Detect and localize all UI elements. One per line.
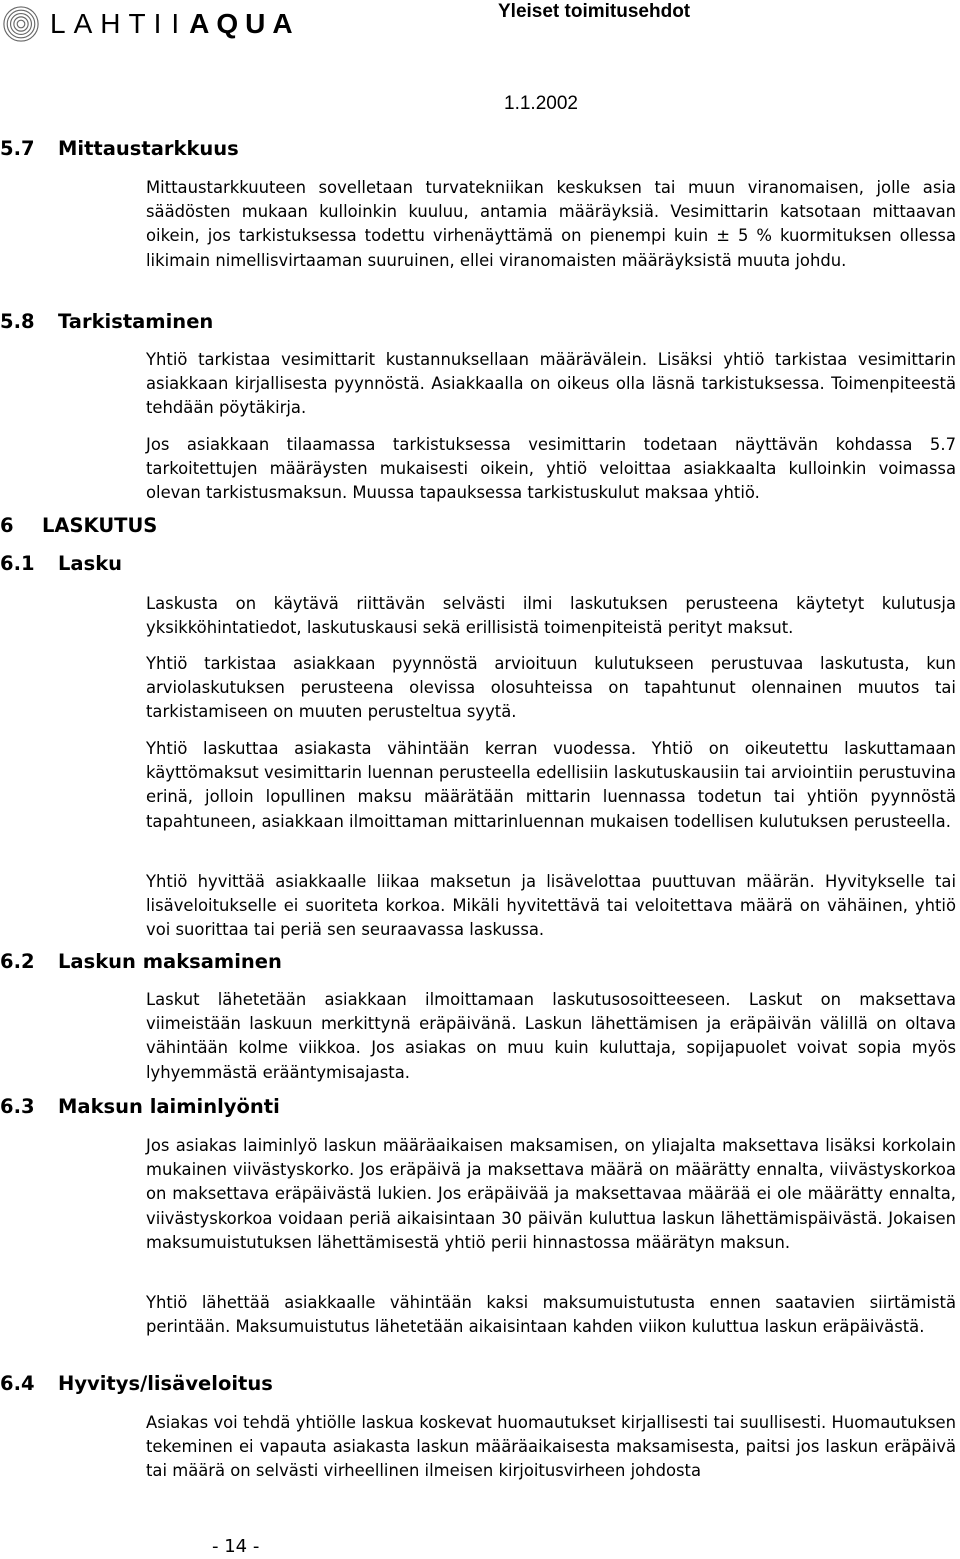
section-heading-6-3	[0, 1095, 280, 1119]
section-title: Laskun maksaminen	[58, 950, 282, 973]
section-title: Tarkistaminen	[58, 310, 214, 333]
section-heading-6-2	[0, 950, 282, 974]
lahti-aqua-logo	[2, 4, 300, 44]
water-ring-icon	[2, 5, 40, 43]
document-title: Yleiset toimitusehdot	[498, 1, 691, 22]
section-heading-5-7	[0, 137, 239, 161]
paragraph-tarkistaminen-1: Yhtiö tarkistaa vesimittarit kustannuksellaan määrävälein. Lisäksi yhtiö tarkistaa vesimittarin asiakkaan kirjallisesta pyynnöstä. Asiakkaalla on oikeus olla läsnä tarkistuksessa. Toimenpiteestä tehdään pöytäkirja.	[146, 350, 956, 418]
chapter-heading-6	[0, 514, 157, 538]
section-heading-5-8	[0, 310, 213, 334]
section-number: 6.1	[0, 552, 35, 575]
paragraph-lasku-4: Yhtiö hyvittää asiakkaalle liikaa maksetun ja lisävelottaa puuttuvan määrän. Hyvitykselle tai lisäveloitukselle ei suoriteta korkoa. Mikäli hyvitettävä tai veloitettava määrä on vähäinen, yhtiö voi suorittaa tai periä sen seuraavassa laskussa.	[146, 872, 956, 940]
page-number: - 14 -	[212, 1536, 260, 1557]
section-number: 5.8	[0, 310, 35, 333]
section-title: Lasku	[58, 552, 123, 575]
section-title: Mittaustarkkuus	[58, 137, 239, 160]
section-number: 5.7	[0, 137, 35, 160]
paragraph-lasku-3: Yhtiö laskuttaa asiakasta vähintään kerran vuodessa. Yhtiö on oikeutettu laskuttamaan käyttömaksut vesimittarin luennan perusteella edellisiin laskutuskausiin tai arviointiin perustuvina erinä, jolloin lopullinen maksu määrätään mittarin luennassa todetun tai yhtiön pyynnöstä tapahtuneen, asiakkaan ilmoittaman mittarinluennan mukaisen todellisen kulutuksen perusteella.	[146, 739, 956, 831]
section-title: Hyvitys/lisäveloitus	[58, 1372, 273, 1395]
section-title: LASKUTUS	[42, 514, 158, 537]
section-heading-6-1	[0, 552, 122, 576]
document-date: 1.1.2002	[504, 93, 578, 114]
section-number: 6.2	[0, 950, 35, 973]
paragraph-maksun-laiminlyonti-1: Jos asiakas laiminlyö laskun määräaikaisen maksamisen, on yliajalta maksettava lisäksi korkolain mukainen viivästyskorko. Jos eräpäivä ja maksettava määrä on määrätty ennalta, viivästyskorkoa on maksettava eräpäivästä lukien. Jos eräpäivää ja maksettavaa määrää ei ole määrätty ennalta, viivästyskorkoa voidaan periä aikaisintaan 30 päivän kuluttua laskun lähettämispäivästä. Jokaisen maksumuistutuksen lähettämisestä yhtiö perii hinnastossa määrätyn maksun.	[146, 1136, 956, 1252]
paragraph-tarkistaminen-2: Jos asiakkaan tilaamassa tarkistuksessa vesimittarin todetaan näyttävän kohdassa 5.7 tarkoitettujen määräysten mukaisesti oikein, yhtiö veloittaa asiakkaalta kulloinkin voimassa olevan tarkistusmaksun. Muussa tapauksessa tarkistuskulut maksaa yhtiö.	[146, 435, 956, 503]
logo-wordmark: LAHTIIAQUA	[50, 8, 300, 39]
paragraph-lasku-1: Laskusta on käytävä riittävän selvästi ilmi laskutuksen perusteena käytetyt kulutusja yksikköhintatiedot, laskutuskausi sekä erillisistä toimenpiteistä perityt maksut.	[146, 594, 956, 638]
paragraph-mittaustarkkuus: Mittaustarkkuuteen sovelletaan turvatekniikan keskuksen tai muun viranomaisen, jolle asia säädösten mukaan kulloinkin kuuluu, antamia määräyksiä. Vesimittarin katsotaan mittaavan oikein, jos tarkistuksessa todettu virhenäyttämä on pienempi kuin ± 5 % kuormituksen ollessa likimain nimellisvirtaaman suuruinen, ellei viranomaisten määräyksistä muuta johdu.	[146, 178, 956, 270]
paragraph-maksun-laiminlyonti-2: Yhtiö lähettää asiakkaalle vähintään kaksi maksumuistutusta ennen saatavien siirtämistä perintään. Maksumuistutus lähetetään aikaisintaan kahden viikon kuluttua laskun eräpäivästä.	[146, 1293, 956, 1337]
paragraph-laskun-maksaminen: Laskut lähetetään asiakkaan ilmoittamaan laskutusosoitteeseen. Laskut on maksettava viimeistään laskuun merkittynä eräpäivänä. Laskun lähettämisen ja eräpäivän välillä on oltava vähintään kolme viikkoa. Jos asiakas on muu kuin kuluttaja, sopijapuolet voivat sopia myös lyhyemmästä erääntymisajasta.	[146, 990, 956, 1082]
paragraph-hyvitys: Asiakas voi tehdä yhtiölle laskua koskevat huomautukset kirjallisesti tai suullisesti. Huomautuksen tekeminen ei vapauta asiakasta laskun määräaikaisesta maksamisesta, paitsi jos laskun eräpäivä tai määrä on selvästi virheellinen ilmeisen kirjoitusvirheen johdosta	[146, 1413, 956, 1481]
paragraph-lasku-2: Yhtiö tarkistaa asiakkaan pyynnöstä arvioituun kulutukseen perustuvaa laskutusta, kun arviolaskutuksen perusteena olevissa olosuhteissa on tapahtunut olennainen muutos tai tarkistamiseen on muuten perusteltua syytä.	[146, 654, 956, 722]
section-number: 6.3	[0, 1095, 35, 1118]
section-title: Maksun laiminlyönti	[58, 1095, 280, 1118]
section-heading-6-4	[0, 1372, 273, 1396]
section-number: 6	[0, 514, 14, 537]
section-number: 6.4	[0, 1372, 35, 1395]
